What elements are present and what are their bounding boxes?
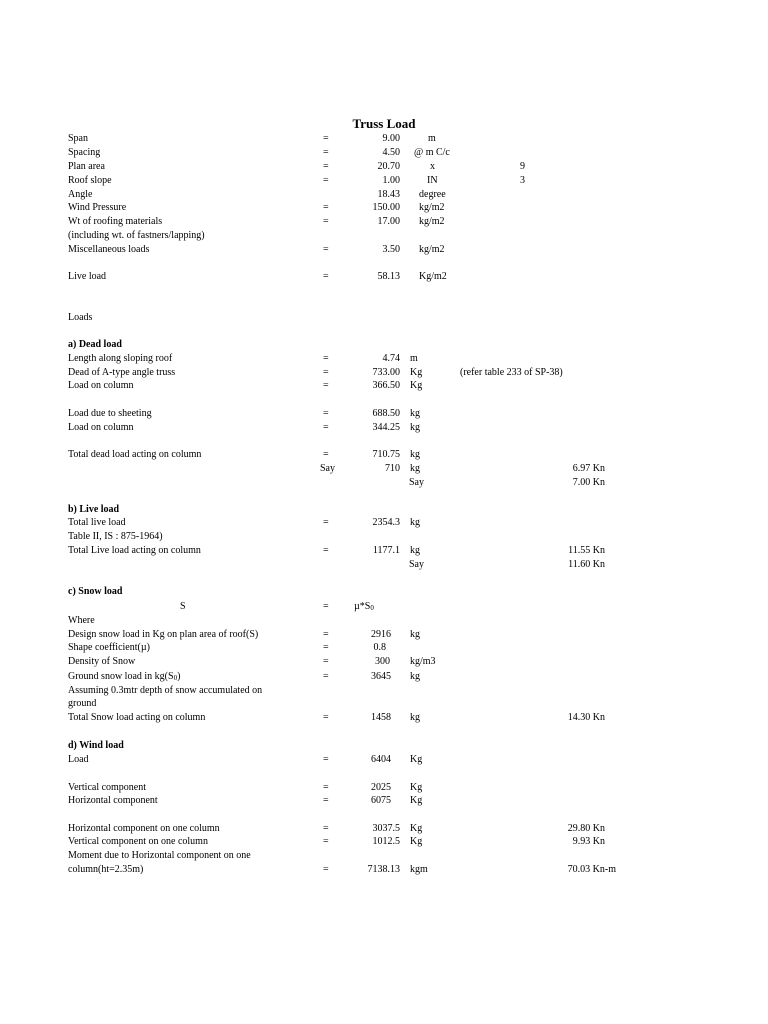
value: 0.8 xyxy=(373,642,386,653)
unit: m xyxy=(428,133,436,144)
label: Load on column xyxy=(68,380,134,391)
equals: = xyxy=(323,629,329,640)
unit: kg/m3 xyxy=(410,656,436,667)
kn-value: 11.60 Kn xyxy=(568,559,605,570)
equals: = xyxy=(323,712,329,723)
kn-value: 14.30 Kn xyxy=(567,712,605,723)
value: 18.43 xyxy=(377,189,400,200)
value: 1458 xyxy=(371,712,391,723)
label: Dead of A-type angle truss xyxy=(68,367,176,378)
label: Horizontal component xyxy=(68,795,158,806)
unit: kg xyxy=(410,463,420,474)
equals: = xyxy=(323,517,329,528)
value: 6075 xyxy=(371,795,391,806)
value: 20.70 xyxy=(377,161,400,172)
extra: 9 xyxy=(520,161,525,172)
equals: = xyxy=(323,449,329,460)
row-assuming-1 xyxy=(0,684,768,698)
label: Density of Snow xyxy=(68,656,136,667)
say-label: Say xyxy=(409,477,424,488)
unit: kg/m2 xyxy=(419,216,445,227)
label: Horizontal component on one column xyxy=(68,823,220,834)
say-label: Say xyxy=(409,559,424,570)
note: (including wt. of fastners/lapping) xyxy=(68,230,205,241)
value: 3037.5 xyxy=(372,823,400,834)
say-label: Say xyxy=(320,463,335,474)
value: 9.00 xyxy=(382,133,400,144)
equals: = xyxy=(323,545,329,556)
note: ground xyxy=(68,698,97,709)
value: 1012.5 xyxy=(372,836,400,847)
unit: kg xyxy=(410,422,420,433)
label: Total Snow load acting on column xyxy=(68,712,206,723)
row-wind-load xyxy=(0,753,768,767)
label: Design snow load in Kg on plan area of roof(S) xyxy=(68,629,259,640)
label: Ground snow load in $kg(S_0)$ xyxy=(68,671,181,682)
row-roofing xyxy=(0,215,768,229)
loads-heading xyxy=(0,311,768,325)
heading: b) Live load xyxy=(68,504,120,515)
unit: degree xyxy=(419,189,446,200)
equals: = xyxy=(323,836,329,847)
label: Total Live load acting on column xyxy=(68,545,201,556)
row-moment-1 xyxy=(0,849,768,863)
label: Roof slope xyxy=(68,175,112,186)
row-roofing-note xyxy=(0,229,768,243)
row-ground-snow xyxy=(0,670,768,684)
unit: @ m C/c xyxy=(414,147,450,158)
unit: kg xyxy=(410,408,420,419)
unit: kg xyxy=(410,517,420,528)
value: 150.00 xyxy=(372,202,400,213)
label: Vertical component on one column xyxy=(68,836,208,847)
equals: = xyxy=(323,380,329,391)
unit: kg/m2 xyxy=(419,244,445,255)
page-title: Truss Load xyxy=(352,116,416,131)
equals: = xyxy=(323,175,329,186)
label: Spacing xyxy=(68,147,101,158)
label: Live load xyxy=(68,271,107,282)
kn-value: 7.00 Kn xyxy=(572,477,605,488)
row-vertical-on-column xyxy=(0,835,768,849)
equals: = xyxy=(323,271,329,282)
heading: a) Dead load xyxy=(68,339,122,350)
row-vertical-component xyxy=(0,781,768,795)
row-roof-slope xyxy=(0,174,768,188)
equals: = xyxy=(323,353,329,364)
row-horizontal-component xyxy=(0,794,768,808)
value: 733.00 xyxy=(372,367,400,378)
row-dead-say-2 xyxy=(0,476,768,490)
equals: = xyxy=(323,202,329,213)
label: Miscellaneous loads xyxy=(68,244,150,255)
row-table-ref xyxy=(0,530,768,544)
label: Length along sloping roof xyxy=(68,353,173,364)
row-live-load xyxy=(0,270,768,284)
label: Angle xyxy=(68,189,93,200)
note: Moment due to Horizontal component on one xyxy=(68,850,251,861)
note: Assuming 0.3mtr depth of snow accumulated on xyxy=(68,685,263,696)
value: 2354.3 xyxy=(372,517,400,528)
kn-value: 70.03 Kn-m xyxy=(567,864,616,875)
label: Load on column xyxy=(68,422,134,433)
row-spacing xyxy=(0,146,768,160)
row-sheeting xyxy=(0,407,768,421)
label: Load due to sheeting xyxy=(68,408,152,419)
row-horizontal-on-column xyxy=(0,822,768,836)
row-total-dead xyxy=(0,448,768,462)
value: 17.00 xyxy=(377,216,400,227)
row-snow-formula xyxy=(0,600,768,614)
unit: kg xyxy=(410,712,420,723)
row-total-snow xyxy=(0,711,768,725)
value: 4.74 xyxy=(382,353,400,364)
row-load-on-column-1 xyxy=(0,379,768,393)
equals: = xyxy=(323,642,329,653)
label: Load xyxy=(68,754,89,765)
equals: = xyxy=(323,161,329,172)
label: Total live load xyxy=(68,517,126,528)
value: 3.50 xyxy=(382,244,400,255)
label: Total dead load acting on column xyxy=(68,449,202,460)
unit: x xyxy=(430,161,435,172)
heading: c) Snow load xyxy=(68,586,123,597)
unit: Kg xyxy=(410,367,423,378)
equals: = xyxy=(323,244,329,255)
value: 1177.1 xyxy=(372,545,400,556)
formula-lhs: S xyxy=(180,601,186,612)
row-length xyxy=(0,352,768,366)
row-plan-area xyxy=(0,160,768,174)
row-where xyxy=(0,614,768,628)
equals: = xyxy=(323,864,329,875)
row-dead-say-1 xyxy=(0,462,768,476)
heading: Loads xyxy=(68,312,93,323)
dead-load-heading xyxy=(0,338,768,352)
snow-load-heading xyxy=(0,585,768,599)
unit: Kg xyxy=(410,782,423,793)
unit: m xyxy=(410,353,418,364)
row-span xyxy=(0,132,768,146)
unit: Kg xyxy=(410,836,423,847)
value: 710 xyxy=(385,463,400,474)
equals: = xyxy=(323,133,329,144)
equals: = xyxy=(323,216,329,227)
equals: = xyxy=(323,671,329,682)
row-misc xyxy=(0,243,768,257)
value: 6404 xyxy=(371,754,391,765)
label: Vertical component xyxy=(68,782,147,793)
unit: IN xyxy=(427,175,438,186)
equals: = xyxy=(323,147,329,158)
unit: kg xyxy=(410,545,420,556)
row-moment-2 xyxy=(0,863,768,877)
equals: = xyxy=(323,422,329,433)
unit: Kg xyxy=(410,823,423,834)
label: column(ht=2.35m) xyxy=(68,864,144,875)
reference-note: (refer table 233 of SP-38) xyxy=(460,367,563,378)
table-reference: Table II, IS : 875-1964) xyxy=(68,531,163,542)
unit: kg/m2 xyxy=(419,202,445,213)
kn-value: 9.93 Kn xyxy=(572,836,605,847)
heading: d) Wind load xyxy=(68,740,124,751)
kn-value: 6.97 Kn xyxy=(572,463,605,474)
row-assuming-2 xyxy=(0,697,768,711)
equals: = xyxy=(323,795,329,806)
row-load-on-column-2 xyxy=(0,421,768,435)
value: 2916 xyxy=(371,629,391,640)
row-truss xyxy=(0,366,768,380)
unit: kg xyxy=(410,671,420,682)
value: 4.50 xyxy=(382,147,400,158)
unit: kg xyxy=(410,629,420,640)
kn-value: 11.55 Kn xyxy=(568,545,605,556)
row-angle xyxy=(0,188,768,202)
row-wind-pressure xyxy=(0,201,768,215)
unit: Kg xyxy=(410,380,423,391)
equals: = xyxy=(323,656,329,667)
row-design-snow xyxy=(0,628,768,642)
where-label: Where xyxy=(68,615,95,626)
extra: 3 xyxy=(520,175,525,186)
value: 344.25 xyxy=(372,422,400,433)
wind-load-heading xyxy=(0,739,768,753)
unit: Kg/m2 xyxy=(419,271,447,282)
live-load-heading xyxy=(0,503,768,517)
value: 366.50 xyxy=(372,380,400,391)
value: 710.75 xyxy=(372,449,400,460)
label: Span xyxy=(68,133,88,144)
equals: = xyxy=(323,782,329,793)
label: Wt of roofing materials xyxy=(68,216,163,227)
equals: = xyxy=(323,754,329,765)
kn-value: 29.80 Kn xyxy=(567,823,605,834)
value: 2025 xyxy=(371,782,391,793)
row-live-column xyxy=(0,544,768,558)
formula-rhs: $\mu*S_0$ xyxy=(354,601,374,612)
equals: = xyxy=(323,823,329,834)
value: 3645 xyxy=(371,671,391,682)
unit: Kg xyxy=(410,795,423,806)
value: 1.00 xyxy=(382,175,400,186)
value: 58.13 xyxy=(377,271,400,282)
label: Wind Pressure xyxy=(68,202,127,213)
unit: kg xyxy=(410,449,420,460)
row-live-say xyxy=(0,558,768,572)
label: Shape coefficient(µ) xyxy=(68,642,150,653)
label: Plan area xyxy=(68,161,105,172)
value: 300 xyxy=(375,656,390,667)
equals: = xyxy=(323,601,329,612)
row-density xyxy=(0,655,768,669)
value: 7138.13 xyxy=(367,864,400,875)
value: 688.50 xyxy=(372,408,400,419)
row-total-live xyxy=(0,516,768,530)
unit: kgm xyxy=(410,864,428,875)
unit: Kg xyxy=(410,754,423,765)
equals: = xyxy=(323,408,329,419)
equals: = xyxy=(323,367,329,378)
row-shape-coefficient xyxy=(0,641,768,655)
